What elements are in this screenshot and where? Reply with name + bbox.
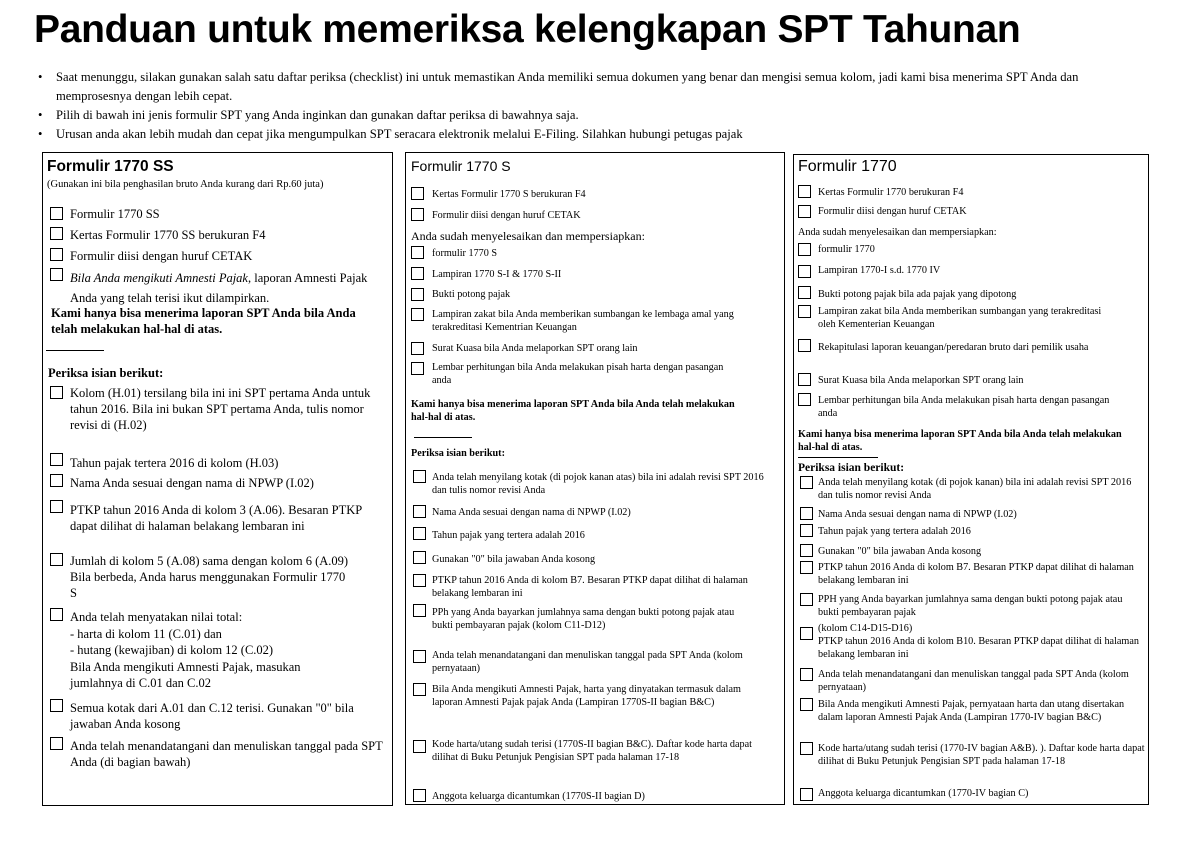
checkbox[interactable] (411, 342, 424, 355)
checkbox[interactable] (411, 187, 424, 200)
checklist-item-label: Tahun pajak tertera 2016 di kolom (H.03) (70, 456, 279, 470)
checklist-item-label: Surat Kuasa bila Anda melaporkan SPT orang lain (818, 375, 1024, 386)
checkbox[interactable] (798, 205, 811, 218)
checklist-item-label: Formulir diisi dengan huruf CETAK (432, 210, 581, 221)
acceptance-note: Kami hanya bisa menerima laporan SPT Anda bila Anda telah melakukan hal-hal di atas. (51, 306, 356, 336)
checkbox[interactable] (800, 593, 813, 606)
checkbox[interactable] (413, 574, 426, 587)
checklist-item-label: Lembar perhitungan bila Anda melakukan pisah harta dengan pasangan anda (818, 395, 1110, 419)
checklist-item-label: Kode harta/utang sudah terisi (1770-IV bagian A&B). ). Daftar kode harta dapat dilihat di Buku Petunjuk Pengisian SPT pada halaman 17-18 (818, 743, 1145, 767)
checkbox[interactable] (50, 553, 63, 566)
checkbox[interactable] (413, 470, 426, 483)
checklist-item-detail: - harta di kolom 11 (C.01) dan (70, 627, 222, 641)
checklist-item-label: Nama Anda sesuai dengan nama di NPWP (I.02) (818, 509, 1017, 520)
checklist-item-label: Kertas Formulir 1770 S berukuran F4 (432, 189, 586, 200)
checklist-1770 (793, 154, 1149, 805)
checkbox[interactable] (413, 740, 426, 753)
checklist-item-label: Lampiran zakat bila Anda memberikan sumbangan ke lembaga amal yang terakreditasi Kementrian Keuangan (432, 309, 734, 333)
checklist-item-detail: Bila Anda mengikuti Amnesti Pajak, masukan jumlahnya di C.01 dan C.02 (70, 660, 301, 690)
checkbox[interactable] (50, 699, 63, 712)
checkbox[interactable] (413, 650, 426, 663)
checkbox[interactable] (798, 243, 811, 256)
checklist-item-label: Semua kotak dari A.01 dan C.12 terisi. Gunakan "0" bila jawaban Anda kosong (70, 701, 354, 731)
check-heading: Periksa isian berikut: (48, 366, 164, 380)
checklist-item-label: Surat Kuasa bila Anda melaporkan SPT orang lain (432, 343, 638, 354)
checkbox[interactable] (413, 551, 426, 564)
checkbox[interactable] (413, 505, 426, 518)
checklist-item-label: Lampiran zakat bila Anda memberikan sumbangan yang terakreditasi oleh Kementerian Keuangan (818, 306, 1102, 330)
checklist-item-label: Bila Anda mengikuti Amnesti Pajak, pernyataan harta dan utang disertakan dalam laporan Amnesti Pajak Anda (Lampiran 1770-IV bagian B&C) (818, 699, 1125, 723)
checkbox[interactable] (800, 524, 813, 537)
prep-heading: Anda sudah menyelesaikan dan mempersiapkan: (798, 227, 997, 238)
checklist-item-label: Anda telah menandatangani dan menuliskan tanggal pada SPT Anda (kolom pernyataan) (818, 669, 1129, 693)
checkbox[interactable] (798, 185, 811, 198)
checkbox[interactable] (800, 476, 813, 489)
column-heading: Formulir 1770 SS (47, 158, 174, 175)
page-title: Panduan untuk memeriksa kelengkapan SPT Tahunan (34, 8, 1021, 51)
checkbox[interactable] (411, 267, 424, 280)
checklist-item-label: PPh yang Anda bayarkan jumlahnya sama dengan bukti potong pajak atau bukti pembayaran pajak (kolom C11-D12) (432, 607, 735, 631)
check-heading: Periksa isian berikut: (411, 448, 505, 459)
checklist-item-label: Formulir diisi dengan huruf CETAK (70, 249, 253, 263)
prep-heading: Anda sudah menyelesaikan dan mempersiapkan: (411, 229, 645, 243)
checkbox[interactable] (800, 788, 813, 801)
checkbox[interactable] (800, 544, 813, 557)
checkbox[interactable] (50, 268, 63, 281)
amnesti-italic-text: Bila Anda mengikuti Amnesti Pajak (70, 271, 248, 285)
amnesti-text: , laporan Amnesti Pajak Anda yang telah terisi ikut dilampirkan. (70, 271, 368, 305)
intro-bullet: • Saat menunggu, silakan gunakan salah satu daftar periksa (checklist) ini untuk memastikan Anda memiliki semua dokumen yang benar dan mengisi semua kolom, jadi kami bisa menerima SPT Anda dan memprosesnya dengan lebih cepat. (36, 68, 1156, 106)
checkbox[interactable] (798, 265, 811, 278)
checklist-item-label: Anda telah menyatakan nilai total: (70, 610, 243, 624)
checkbox[interactable] (798, 305, 811, 318)
checkbox[interactable] (800, 507, 813, 520)
column-subheading: (Gunakan ini bila penghasilan bruto Anda kurang dari Rp.60 juta) (47, 179, 324, 190)
checkbox[interactable] (413, 789, 426, 802)
checkbox[interactable] (800, 561, 813, 574)
intro-list (36, 68, 1156, 144)
checkbox[interactable] (798, 373, 811, 386)
checklist-item-label: Jumlah di kolom 5 (A.08) sama dengan kolom 6 (A.09) Bila berbeda, Anda harus menggunakan Formulir 1770 S (70, 554, 349, 600)
checkbox[interactable] (413, 604, 426, 617)
checklist-item-label: Bukti potong pajak (432, 289, 511, 300)
checkbox[interactable] (800, 742, 813, 755)
checklist-item-label: Bila Anda mengikuti Amnesti Pajak, harta yang dinyatakan termasuk dalam laporan Amnesti Pajak pajak Anda (Lampiran 1770S-II bagian B&C) (432, 684, 741, 708)
checklist-item-label: Lampiran 1770 S-I & 1770 S-II (432, 269, 562, 280)
checkbox[interactable] (50, 207, 63, 220)
checklist-item-label: formulir 1770 (818, 244, 875, 255)
intro-bullet: • Urusan anda akan lebih mudah dan cepat jika mengumpulkan SPT seracara elektronik melalui E-Filing. Silahkan hubungi petugas pajak (36, 125, 1156, 144)
checklist-item-label: Gunakan "0" bila jawaban Anda kosong (818, 546, 982, 557)
checklist-item-label: Bukti potong pajak bila ada pajak yang dipotong (818, 289, 1017, 300)
checklist-item-label: formulir 1770 S (432, 248, 498, 259)
checkbox[interactable] (411, 308, 424, 321)
checkbox[interactable] (411, 288, 424, 301)
checklist-item-label: Anggota keluarga dicantumkan (1770S-II bagian D) (432, 791, 645, 802)
checklist-item-label: Kode harta/utang sudah terisi (1770S-II bagian B&C). Daftar kode harta dapat dilihat di Buku Petunjuk Pengisian SPT pada halaman 17-18 (432, 739, 752, 763)
column-heading: Formulir 1770 (798, 158, 897, 175)
divider (798, 457, 878, 458)
checklist-item-label: Anggota keluarga dicantumkan (1770-IV bagian C) (818, 788, 1029, 799)
checklist-item-label: Formulir 1770 SS (70, 207, 160, 221)
checkbox[interactable] (798, 393, 811, 406)
intro-bullet: • Pilih di bawah ini jenis formulir SPT yang Anda inginkan dan gunakan daftar periksa di bawahnya saja. (36, 106, 1156, 125)
checkbox[interactable] (50, 386, 63, 399)
checklist-item-label: Nama Anda sesuai dengan nama di NPWP (I.02) (432, 507, 631, 518)
check-heading: Periksa isian berikut: (798, 462, 905, 474)
checkbox[interactable] (50, 248, 63, 261)
checkbox[interactable] (798, 286, 811, 299)
acceptance-note: Kami hanya bisa menerima laporan SPT Anda bila Anda telah melakukan hal-hal di atas. (411, 399, 735, 423)
checkbox[interactable] (50, 737, 63, 750)
checklist-item-label: PPH yang Anda bayarkan jumlahnya sama dengan bukti potong pajak atau bukti pembayaran pajak (818, 594, 1123, 618)
checklist-item-label: Formulir diisi dengan huruf CETAK (818, 206, 967, 217)
checkbox[interactable] (798, 339, 811, 352)
checklist-item-label: PTKP tahun 2016 Anda di kolom B10. Besaran PTKP dapat dilihat di halaman belakang lembaran ini (818, 636, 1139, 660)
checklist-item-label: Kolom (H.01) tersilang bila ini ini SPT pertama Anda untuk tahun 2016. Bila ini bukan SPT pertama Anda, tulis nomor revisi di (H.02) (70, 386, 371, 432)
checklist-item-label (70, 268, 375, 308)
checkbox[interactable] (800, 698, 813, 711)
checkbox[interactable] (50, 453, 63, 466)
checklist-item-label: PTKP tahun 2016 Anda di kolom B7. Besaran PTKP dapat dilihat di halaman belakang lembaran ini (818, 562, 1134, 586)
checklist-item-label: Anda telah menandatangani dan menuliskan tanggal pada SPT Anda (kolom pernyataan) (432, 650, 743, 674)
checklist-item-label: Anda telah menyilang kotak (di pojok kanan) bila ini adalah revisi SPT 2016 dan tulis nomor revisi Anda (818, 477, 1132, 501)
checklist-item-label: Lembar perhitungan bila Anda melakukan pisah harta dengan pasangan anda (432, 362, 724, 386)
checklist-item-label: Tahun pajak yang tertera adalah 2016 (818, 526, 971, 537)
divider (414, 437, 472, 438)
checkbox[interactable] (50, 500, 63, 513)
checkbox[interactable] (411, 246, 424, 259)
checklist-item-label: (kolom C14-D15-D16) (818, 623, 913, 634)
checklist-item-label: Anda telah menandatangani dan menuliskan tanggal pada SPT Anda (di bagian bawah) (70, 739, 383, 769)
checklist-item-label: PTKP tahun 2016 Anda di kolom B7. Besaran PTKP dapat dilihat di halaman belakang lembaran ini (432, 575, 748, 599)
checkbox[interactable] (800, 627, 813, 640)
checklist-item-label: Rekapitulasi laporan keuangan/peredaran bruto dari pemilik usaha (818, 342, 1089, 353)
checkbox[interactable] (413, 683, 426, 696)
checklist-item-label: Kertas Formulir 1770 SS berukuran F4 (70, 228, 266, 242)
checkbox[interactable] (413, 527, 426, 540)
checklist-item-label: Nama Anda sesuai dengan nama di NPWP (I.02) (70, 476, 314, 490)
divider (46, 350, 104, 351)
checkbox[interactable] (50, 227, 63, 240)
checklist-item-label: Lampiran 1770-I s.d. 1770 IV (818, 265, 941, 276)
column-heading: Formulir 1770 S (411, 158, 511, 174)
checklist-1770ss (42, 152, 393, 806)
checkbox[interactable] (50, 474, 63, 487)
checkbox[interactable] (800, 668, 813, 681)
checkbox[interactable] (50, 608, 63, 621)
checklist-item-label: Tahun pajak yang tertera adalah 2016 (432, 530, 585, 541)
checkbox[interactable] (411, 362, 424, 375)
checklist-1770s (405, 152, 785, 805)
checklist-item-label: Anda telah menyilang kotak (di pojok kanan atas) bila ini adalah revisi SPT 2016 dan tulis nomor revisi Anda (432, 472, 764, 496)
checklist-item-detail: - hutang (kewajiban) di kolom 12 (C.02) (70, 643, 274, 657)
checkbox[interactable] (411, 208, 424, 221)
checklist-item-label: Gunakan "0" bila jawaban Anda kosong (432, 554, 596, 565)
checklist-item-label: Kertas Formulir 1770 berukuran F4 (818, 187, 964, 198)
checklist-item-label: PTKP tahun 2016 Anda di kolom 3 (A.06). Besaran PTKP dapat dilihat di halaman belakang lembaran ini (70, 503, 362, 533)
acceptance-note: Kami hanya bisa menerima laporan SPT Anda bila Anda telah melakukan hal-hal di atas. (798, 429, 1122, 453)
